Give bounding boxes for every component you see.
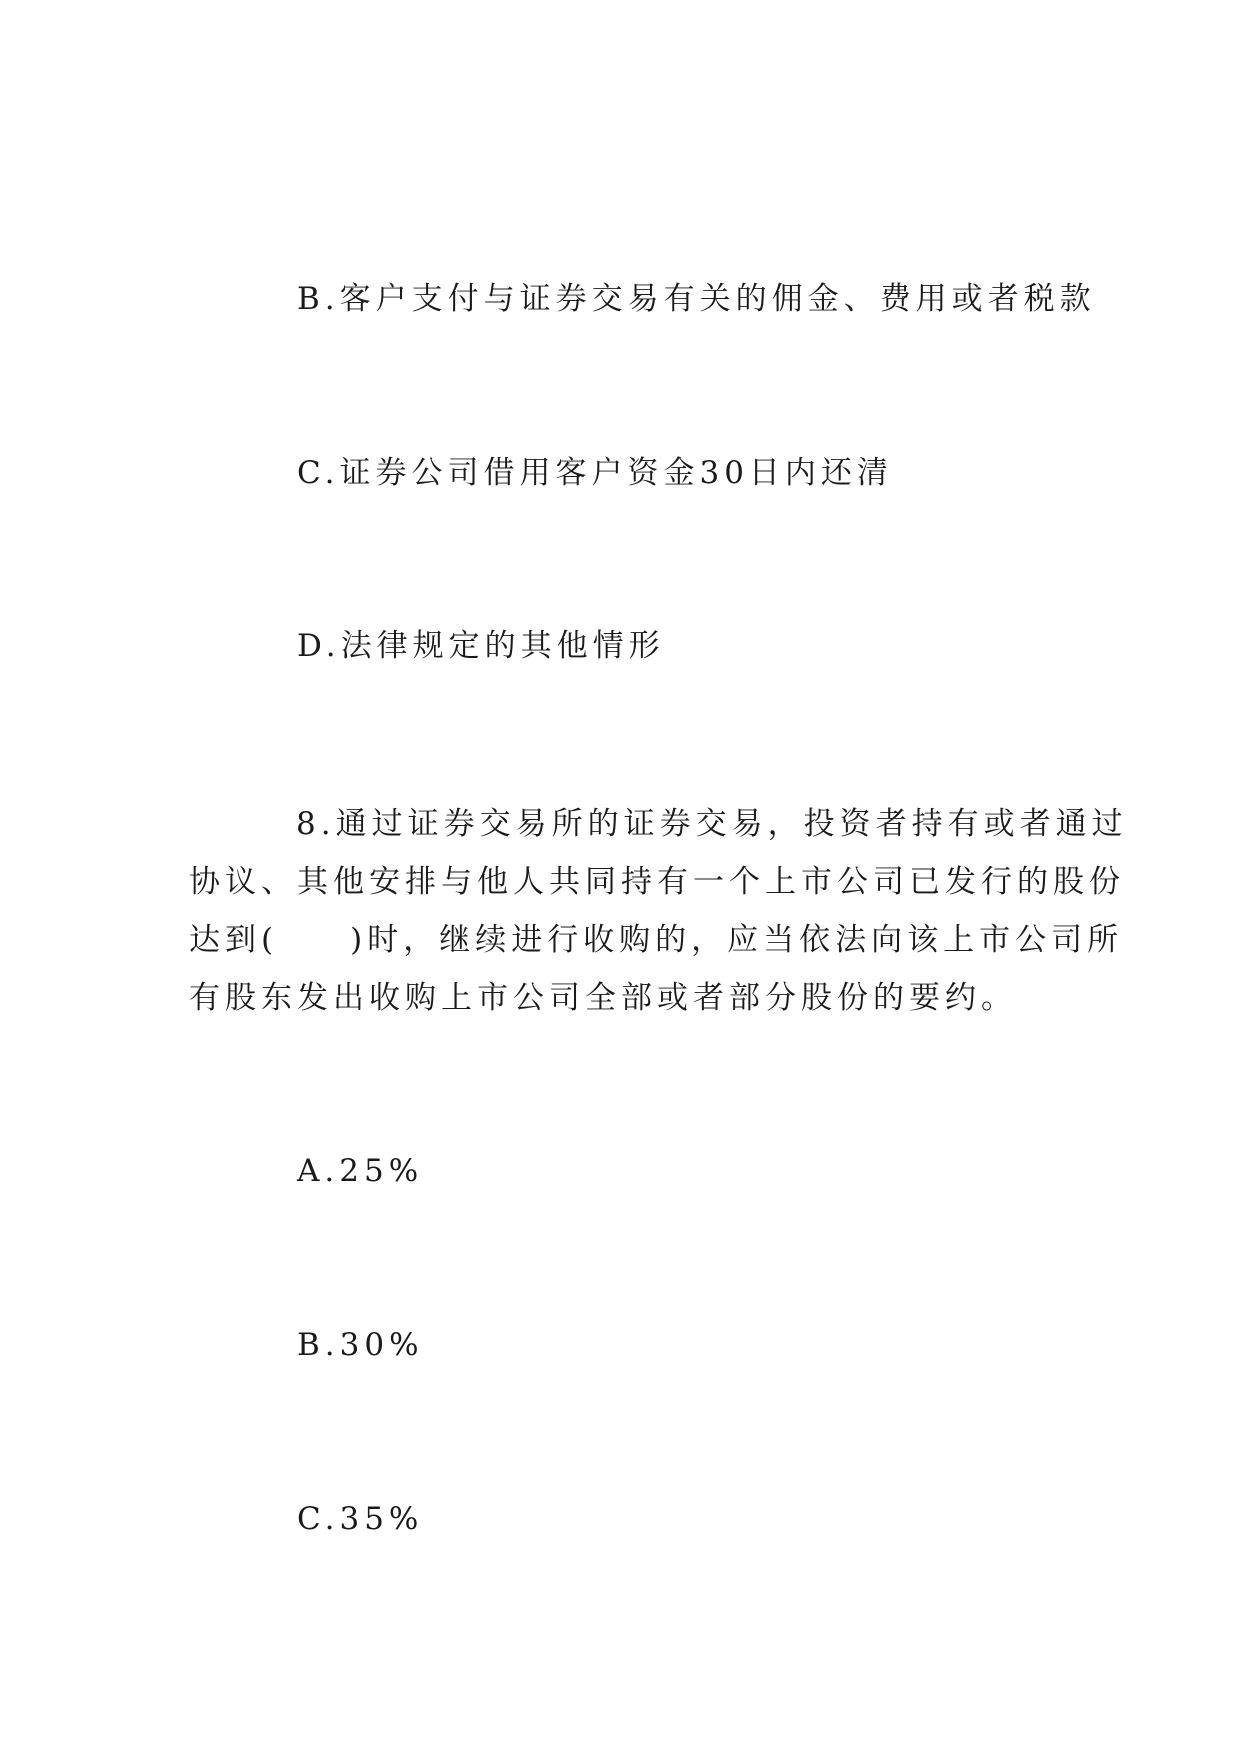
question-line: 协议、其他安排与他人共同持有一个上市公司已发行的股份 bbox=[189, 864, 1125, 900]
option-c-35-percent: C.35% bbox=[297, 1501, 424, 1537]
option-b-customer-payment: B.客户支付与证券交易有关的佣金、费用或者税款 bbox=[297, 281, 1096, 317]
question-line: 达到( )时，继续进行收购的，应当依法向该上市公司所 bbox=[189, 922, 1124, 958]
option-a-25-percent: A.25% bbox=[297, 1153, 424, 1189]
option-b-30-percent: B.30% bbox=[297, 1327, 424, 1363]
question-8-paragraph bbox=[189, 795, 1128, 1027]
option-d-other-circumstances: D.法律规定的其他情形 bbox=[297, 628, 665, 664]
question-line: 8.通过证券交易所的证券交易，投资者持有或者通过 bbox=[296, 806, 1128, 842]
option-c-borrow-funds: C.证券公司借用客户资金30日内还清 bbox=[297, 455, 893, 491]
question-line: 有股东发出收购上市公司全部或者部分股份的要约。 bbox=[189, 980, 1017, 1016]
